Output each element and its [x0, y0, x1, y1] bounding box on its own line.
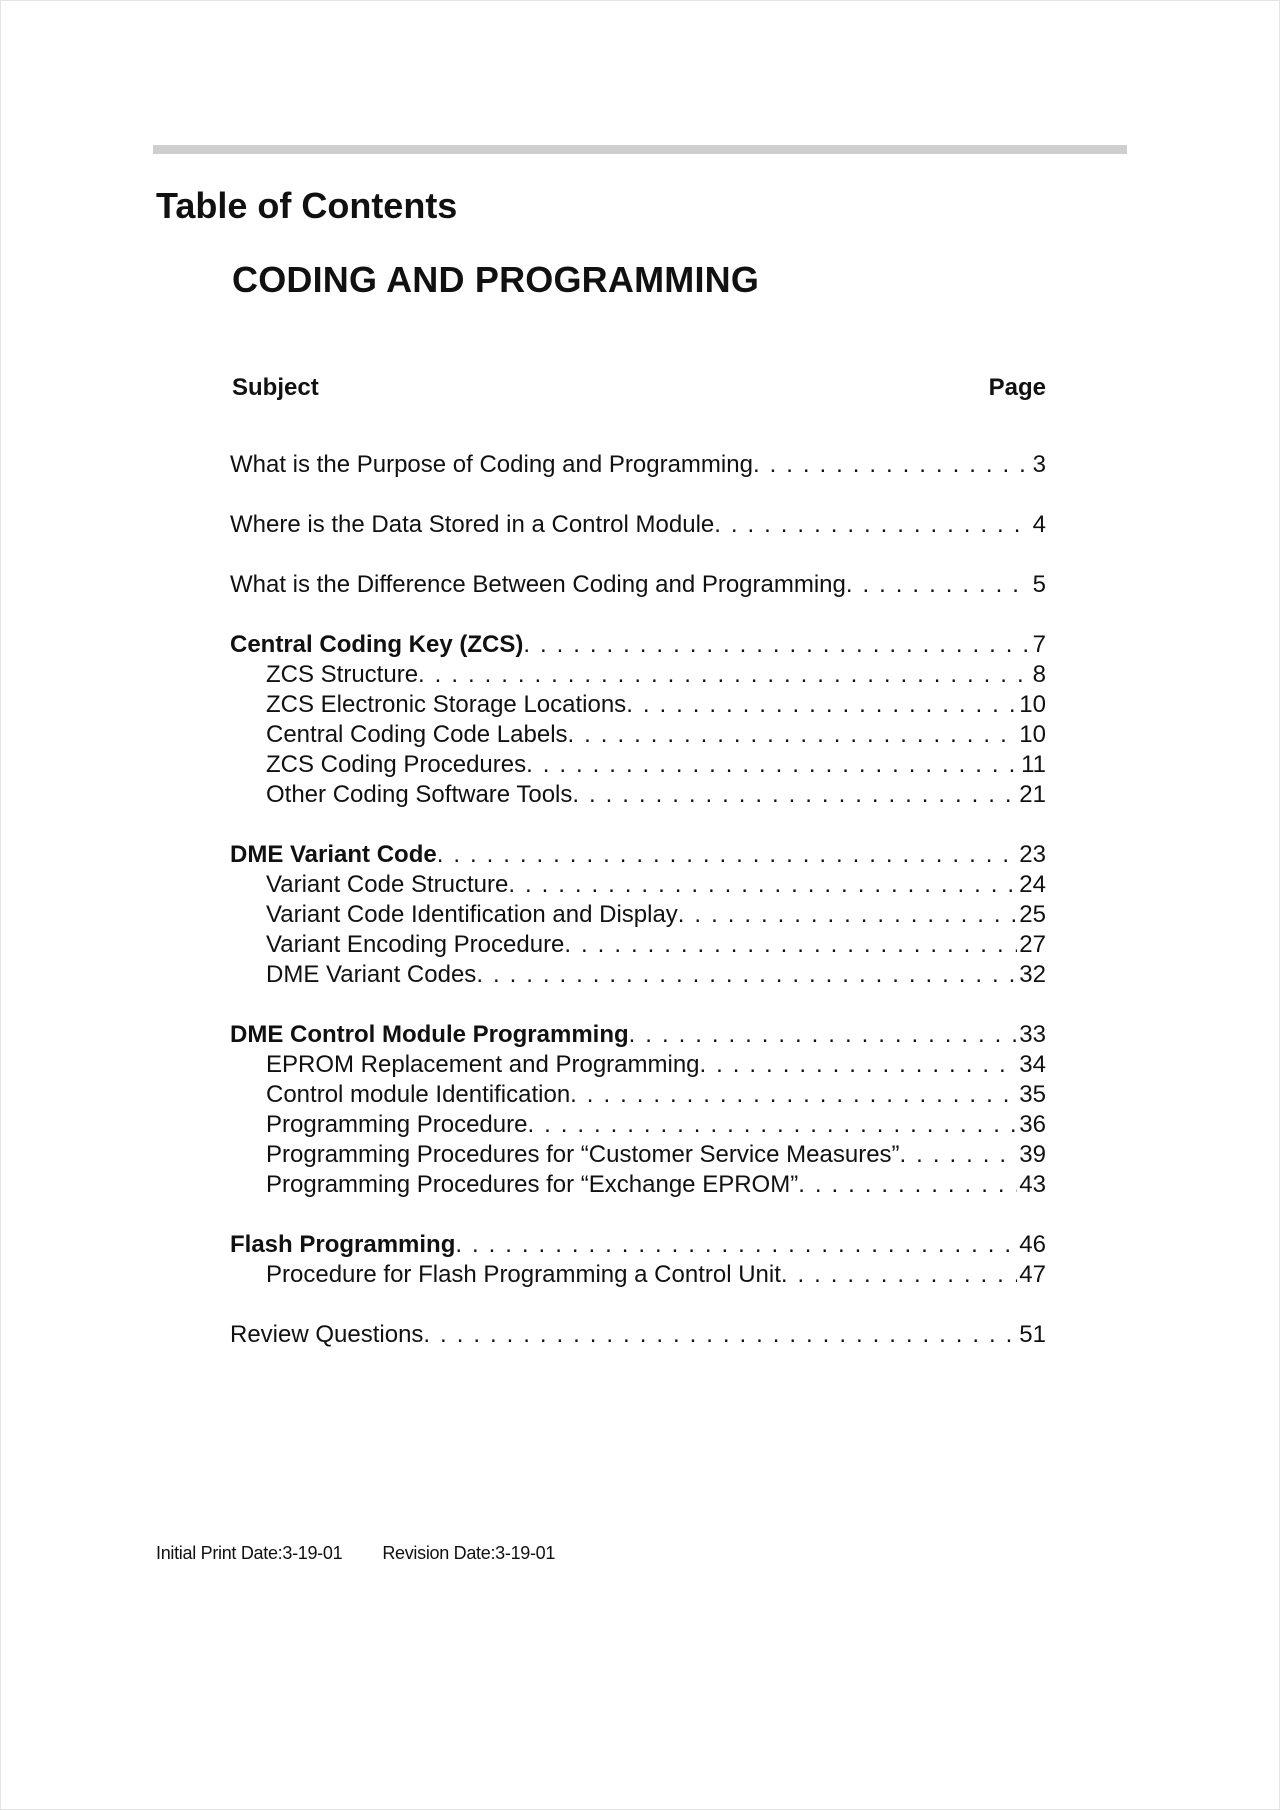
toc-entry-label: DME Variant Code [230, 841, 437, 868]
toc-entry-label: Central Coding Code Labels [266, 721, 568, 748]
toc-entry-page: 39 [1019, 1141, 1046, 1168]
toc-entry-page: 7 [1032, 631, 1046, 658]
toc-subentry[interactable] [230, 1260, 1046, 1290]
toc-entry-label: Flash Programming [230, 1231, 456, 1258]
toc-subentry[interactable] [230, 720, 1046, 750]
toc-entry-page: 11 [1021, 751, 1046, 778]
toc-entry-dme-variant[interactable] [230, 840, 1046, 870]
toc-entry-page: 4 [1032, 511, 1046, 538]
dot-leader [626, 690, 1017, 720]
dot-leader [753, 450, 1031, 480]
dot-leader [526, 750, 1019, 780]
toc-entry-label: Other Coding Software Tools [266, 781, 573, 808]
toc-group-zcs [230, 630, 1046, 810]
dot-leader [455, 1230, 1017, 1260]
column-headers [232, 374, 1046, 404]
dot-leader [846, 570, 1031, 600]
toc-entry-label: ZCS Coding Procedures [266, 751, 527, 778]
toc-entry-page: 27 [1019, 931, 1046, 958]
dot-leader [568, 720, 1018, 750]
toc-entry-page: 32 [1019, 961, 1046, 988]
toc-subentry[interactable] [230, 1080, 1046, 1110]
revision-date: Revision Date:3-19-01 [382, 1543, 556, 1563]
toc-subentry[interactable] [230, 660, 1046, 690]
toc-entry-page: 35 [1019, 1081, 1046, 1108]
toc-subentry[interactable] [230, 900, 1046, 930]
dot-leader [700, 1050, 1018, 1080]
toc-entry-stored[interactable] [230, 510, 1046, 540]
dot-leader [798, 1170, 1017, 1200]
toc-entry-zcs[interactable] [230, 630, 1046, 660]
toc-title: Table of Contents [156, 185, 458, 226]
toc-entry-page: 51 [1019, 1321, 1046, 1348]
dot-leader [476, 960, 1017, 990]
toc-subentry[interactable] [230, 1050, 1046, 1080]
dot-leader [437, 840, 1018, 870]
toc-entry-page: 21 [1019, 781, 1046, 808]
dot-leader [570, 1080, 1017, 1110]
toc-entry-flash[interactable] [230, 1230, 1046, 1260]
toc-entry-page: 8 [1032, 661, 1046, 688]
toc-subentry[interactable] [230, 960, 1046, 990]
toc-entry-label: Variant Encoding Procedure [266, 931, 565, 958]
toc-subentry[interactable] [230, 750, 1046, 780]
toc-entry-page: 34 [1019, 1051, 1046, 1078]
toc-entry-review[interactable] [230, 1320, 1046, 1350]
toc-subentry[interactable] [230, 1110, 1046, 1140]
toc-subentry[interactable] [230, 690, 1046, 720]
page-header: Page [988, 374, 1046, 401]
footer [156, 1543, 555, 1564]
toc-entry-label: What is the Difference Between Coding and Programming [230, 571, 846, 598]
toc-entry-page: 24 [1019, 871, 1046, 898]
dot-leader [508, 870, 1017, 900]
toc-entry-label: ZCS Structure [266, 661, 419, 688]
toc-entry-page: 47 [1019, 1261, 1046, 1288]
toc-subentry[interactable] [230, 1170, 1046, 1200]
toc-entry-label: Programming Procedures for “Customer Service Measures” [266, 1141, 900, 1168]
toc-subentry[interactable] [230, 780, 1046, 810]
toc-entry-dme-programming[interactable] [230, 1020, 1046, 1050]
toc-subentry[interactable] [230, 930, 1046, 960]
toc-group-difference [230, 570, 1046, 600]
toc-entry-page: 46 [1019, 1231, 1046, 1258]
dot-leader [564, 930, 1017, 960]
toc-subentry[interactable] [230, 1140, 1046, 1170]
dot-leader [527, 1110, 1017, 1140]
dot-leader [900, 1140, 1018, 1170]
toc-entry-difference[interactable] [230, 570, 1046, 600]
dot-leader [678, 900, 1018, 930]
toc-entry-label: Variant Code Identification and Display [266, 901, 678, 928]
toc-list [230, 450, 1046, 1380]
dot-leader [714, 510, 1030, 540]
toc-entry-page: 5 [1032, 571, 1046, 598]
toc-entry-page: 23 [1019, 841, 1046, 868]
toc-entry-label: Review Questions [230, 1321, 424, 1348]
toc-group-review [230, 1320, 1046, 1350]
toc-entry-page: 36 [1019, 1111, 1046, 1138]
toc-entry-label: Control module Identification [266, 1081, 571, 1108]
toc-entry-label: DME Control Module Programming [230, 1021, 629, 1048]
toc-entry-page: 43 [1019, 1171, 1046, 1198]
toc-entry-label: DME Variant Codes [266, 961, 477, 988]
toc-entry-label: Programming Procedure [266, 1111, 528, 1138]
toc-group-flash [230, 1230, 1046, 1290]
toc-entry-label: ZCS Electronic Storage Locations [266, 691, 627, 718]
toc-group-dme-programming [230, 1020, 1046, 1200]
toc-entry-label: Central Coding Key (ZCS) [230, 631, 524, 658]
toc-entry-page: 25 [1019, 901, 1046, 928]
section-title: CODING AND PROGRAMMING [232, 259, 760, 300]
toc-entry-page: 3 [1032, 451, 1046, 478]
dot-leader [629, 1020, 1018, 1050]
dot-leader [418, 660, 1031, 690]
toc-entry-label: EPROM Replacement and Programming [266, 1051, 700, 1078]
toc-entry-label: Programming Procedures for “Exchange EPROM” [266, 1171, 799, 1198]
toc-entry-purpose[interactable] [230, 450, 1046, 480]
toc-entry-page: 10 [1019, 691, 1046, 718]
toc-group-stored [230, 510, 1046, 540]
subject-header: Subject [232, 374, 319, 401]
toc-entry-label: Variant Code Structure [266, 871, 509, 898]
toc-entry-page: 33 [1019, 1021, 1046, 1048]
toc-entry-label: Procedure for Flash Programming a Control Unit [266, 1261, 781, 1288]
dot-leader [423, 1320, 1017, 1350]
dot-leader [781, 1260, 1017, 1290]
initial-print-date: Initial Print Date:3-19-01 [156, 1543, 343, 1563]
toc-group-dme-variant [230, 840, 1046, 990]
toc-subentry[interactable] [230, 870, 1046, 900]
toc-group-purpose [230, 450, 1046, 480]
toc-entry-page: 10 [1019, 721, 1046, 748]
toc-entry-label: What is the Purpose of Coding and Programming [230, 451, 753, 478]
dot-leader [523, 630, 1030, 660]
dot-leader [572, 780, 1017, 810]
header-rule [153, 145, 1127, 154]
toc-entry-label: Where is the Data Stored in a Control Module [230, 511, 715, 538]
